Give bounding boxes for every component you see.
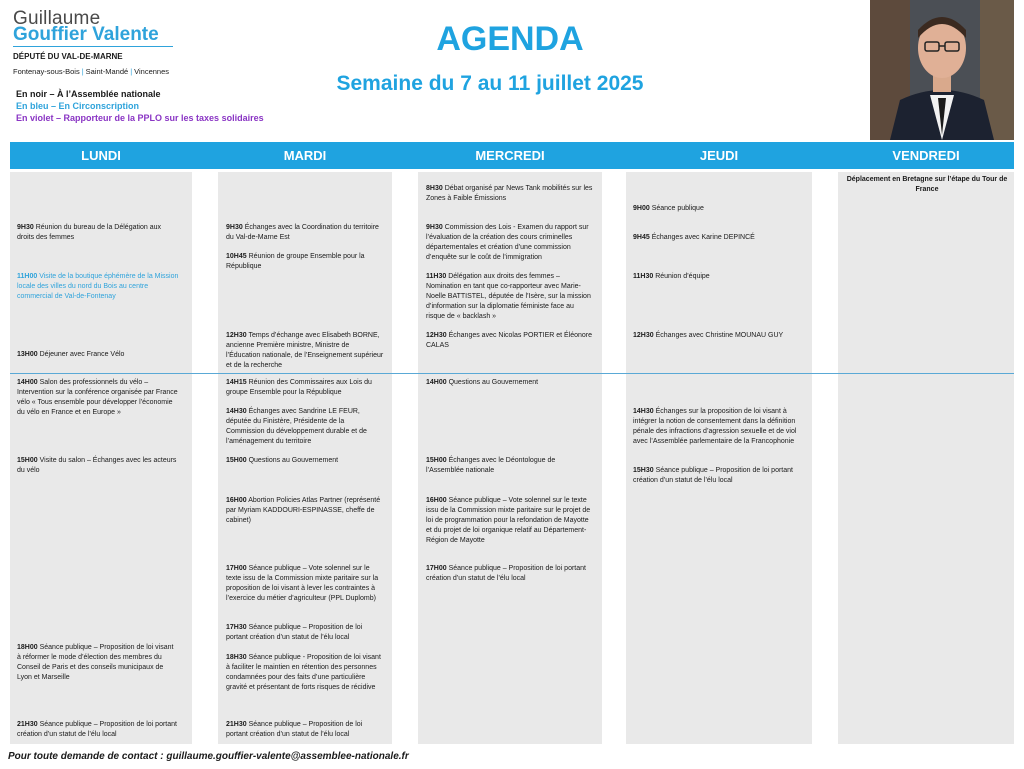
event-entry (426, 272, 594, 322)
event-entry (226, 331, 384, 371)
event-text: Séance publique – Proposition de loi visant à réformer le mode d’élection des membres du Conseil de Paris et des conseils municipaux de Lyon et Marseille (17, 644, 174, 681)
event-text: Séance publique – Vote solennel sur le texte issu de la Commission mixte paritaire sur le projet de loi de programmation pour la refondation de Mayotte et du projet de loi organique relatif au Département-Région de Mayotte (426, 497, 591, 544)
event-text: Échanges avec le Déontologue de l’Assemblée nationale (426, 457, 556, 474)
town-separator: | (130, 67, 133, 76)
event-entry (17, 378, 179, 418)
event-entry (226, 252, 384, 272)
event-entry (226, 653, 384, 693)
event-entry (17, 720, 179, 740)
portrait-photo (870, 0, 1014, 140)
day-column-vendredi (838, 172, 1014, 744)
event-text: Réunion des Commissaires aux Lois du groupe Ensemble pour la République (226, 379, 372, 396)
event-time: 14H30 (633, 408, 654, 415)
event-text: Déplacement en Bretagne sur l’étape du Tour de France (846, 176, 1008, 193)
event-time: 16H00 (426, 497, 447, 504)
event-time: 13H00 (17, 351, 38, 358)
event-entry (426, 378, 594, 388)
event-time: 11H30 (426, 273, 447, 280)
page-subtitle: Semaine du 7 au 11 juillet 2025 (336, 72, 644, 95)
event-entry (226, 378, 384, 398)
event-entry (226, 623, 384, 643)
event-text: Visite de la boutique éphémère de la Mission locale des villes du nord du Bois au centre commercial de Val-de-Fontenay (17, 273, 179, 300)
event-text: Questions au Gouvernement (248, 457, 339, 464)
event-text: Questions au Gouvernement (448, 379, 539, 386)
event-text: Échanges avec la Coordination du territoire du Val-de-Marne Est (226, 224, 379, 241)
event-entry (17, 643, 179, 683)
event-entry (426, 223, 594, 263)
page-title: AGENDA (436, 20, 584, 58)
event-entry (633, 204, 805, 214)
event-time: 15H30 (633, 467, 654, 474)
event-time: 9H30 (226, 224, 243, 231)
event-text: Délégation aux droits des femmes – Nomination en tant que co-rapporteur avec Marie-Noelle BATTISTEL, députée de l’Isère, sur la mission d’information sur la diplomatie féministe face au risque de « backlash » (426, 273, 591, 320)
event-time: 17H00 (426, 565, 447, 572)
event-time: 11H00 (17, 273, 38, 280)
event-time: 10H45 (226, 253, 247, 260)
event-entry (226, 407, 384, 447)
event-entry (633, 272, 805, 282)
event-entry (633, 233, 805, 243)
day-column-jeudi (626, 172, 812, 744)
event-time: 17H00 (226, 565, 247, 572)
event-text: Échanges avec Karine DEPINCÉ (651, 234, 755, 241)
event-time: 21H30 (17, 721, 38, 728)
event-entry (226, 564, 384, 604)
event-time: 18H30 (226, 654, 247, 661)
event-entry (633, 331, 805, 341)
event-time: 8H30 (426, 185, 443, 192)
event-entry (846, 175, 1008, 195)
event-text: Séance publique – Proposition de loi portant création d’un statut de l’élu local (226, 624, 363, 641)
event-text: Réunion d’équipe (655, 273, 710, 280)
event-time: 15H00 (426, 457, 447, 464)
day-header-mercredi: MERCREDI (475, 148, 545, 163)
event-time: 21H30 (226, 721, 247, 728)
town-list (13, 67, 169, 76)
event-text: Déjeuner avec France Vélo (39, 351, 125, 358)
event-text: Échanges avec Nicolas PORTIER et Éléonore CALAS (426, 332, 593, 349)
contact-footer: Pour toute demande de contact : guillaume.gouffier-valente@assemblee-nationale.fr (8, 751, 409, 762)
logo-last-name: Gouffier Valente (13, 24, 159, 45)
event-entry (17, 456, 179, 476)
event-time: 14H15 (226, 379, 247, 386)
event-text: Séance publique – Vote solennel sur le texte issu de la Commission mixte paritaire sur la proposition de loi visant à lever les contraintes à l’exercice du métier d’agriculteur (PPL Duplomb) (226, 565, 379, 602)
event-time: 9H30 (17, 224, 34, 231)
event-text: Échanges avec Sandrine LE FEUR, députée du Finistère, Présidente de la Commission du développement durable et de l’aménagement du territoire (226, 408, 367, 445)
event-time: 11H30 (633, 273, 654, 280)
event-entry (633, 407, 805, 447)
event-entry (17, 350, 179, 360)
midday-divider (10, 373, 1014, 374)
town: Fontenay-sous-Bois (13, 67, 80, 76)
event-time: 14H00 (426, 379, 447, 386)
event-entry (426, 331, 594, 351)
event-time: 14H30 (226, 408, 247, 415)
event-time: 18H00 (17, 644, 38, 651)
event-entry (426, 456, 594, 476)
event-entry (226, 456, 384, 466)
day-header-lundi: LUNDI (81, 148, 121, 163)
event-entry (17, 223, 179, 243)
event-entry (426, 496, 594, 546)
event-text: Visite du salon – Échanges avec les acteurs du vélo (17, 457, 177, 474)
event-text: Échanges avec Christine MOUNAU GUY (655, 332, 784, 339)
event-time: 17H30 (226, 624, 247, 631)
event-text: Séance publique – Proposition de loi portant création d’un statut de l’élu local (17, 721, 177, 738)
event-text: Échanges sur la proposition de loi visant à intégrer la notion de consentement dans la définition pénale des infractions d’agression sexuelle et de viol avec l’Assemblée parlementaire de la Francophonie (633, 408, 797, 445)
event-text: Séance publique – Proposition de loi portant création d’un statut de l’élu local (426, 565, 586, 582)
town: Saint-Mandé (85, 67, 129, 76)
event-entry (226, 223, 384, 243)
legend-black: En noir – À l’Assemblée nationale (16, 89, 161, 99)
event-text: Réunion du bureau de la Délégation aux droits des femmes (17, 224, 162, 241)
event-text: Débat organisé par News Tank mobilités sur les Zones à Faible Émissions (426, 185, 593, 202)
legend-violet: En violet – Rapporteur de la PPLO sur les taxes solidaires (16, 113, 264, 123)
event-text: Séance publique – Proposition de loi portant création d’un statut de l’élu local (226, 721, 363, 738)
event-text: Commission des Lois - Examen du rapport sur l’évaluation de la création des cours criminelles départementales et création d’une commission d’enquête sur le coût de l’immigration (426, 224, 589, 261)
logo-divider (13, 46, 173, 47)
legend-blue: En bleu – En Circonscription (16, 101, 140, 111)
event-text: Séance publique - Proposition de loi visant à faciliter le maintien en rétention des personnes condamnées pour des faits d’une particulière gravité et présentant de forts risques de récidive (226, 654, 381, 691)
event-time: 15H00 (226, 457, 247, 464)
event-entry (226, 720, 384, 740)
event-time: 9H00 (633, 205, 650, 212)
event-time: 12H30 (633, 332, 654, 339)
event-entry (426, 564, 594, 584)
event-entry (226, 496, 384, 526)
event-time: 9H30 (426, 224, 443, 231)
event-time: 9H45 (633, 234, 650, 241)
event-entry (426, 184, 594, 204)
day-header-mardi: MARDI (283, 148, 327, 163)
town-separator: | (81, 67, 84, 76)
event-time: 16H00 (226, 497, 247, 504)
event-text: Séance publique (651, 205, 704, 212)
event-entry (633, 466, 805, 486)
deputy-role: DÉPUTÉ DU VAL-DE-MARNE (13, 52, 123, 61)
event-time: 12H30 (226, 332, 247, 339)
day-header-vendredi: VENDREDI (892, 148, 960, 163)
event-text: Réunion de groupe Ensemble pour la République (226, 253, 365, 270)
event-time: 14H00 (17, 379, 38, 386)
event-text: Temps d’échange avec Elisabeth BORNE, ancienne Première ministre, Ministre de l’Éducation nationale, de l’Enseignement supérieur et de la recherche (226, 332, 384, 369)
event-entry (17, 272, 179, 302)
event-text: Abortion Policies Atlas Partner (représenté par Myriam KADDOURI-ESPINASSE, cheffe de cabinet) (226, 497, 381, 524)
event-text: Salon des professionnels du vélo – Intervention sur la conférence organisée par France vélo « Tous ensemble pour développer l’économie du vélo en France et en Europe » (17, 379, 178, 416)
event-time: 15H00 (17, 457, 38, 464)
day-header-jeudi: JEUDI (699, 148, 739, 163)
event-time: 12H30 (426, 332, 447, 339)
logo-first-name: Guillaume (13, 8, 101, 29)
event-text: Séance publique – Proposition de loi portant création d’un statut de l’élu local (633, 467, 793, 484)
town: Vincennes (134, 67, 170, 76)
